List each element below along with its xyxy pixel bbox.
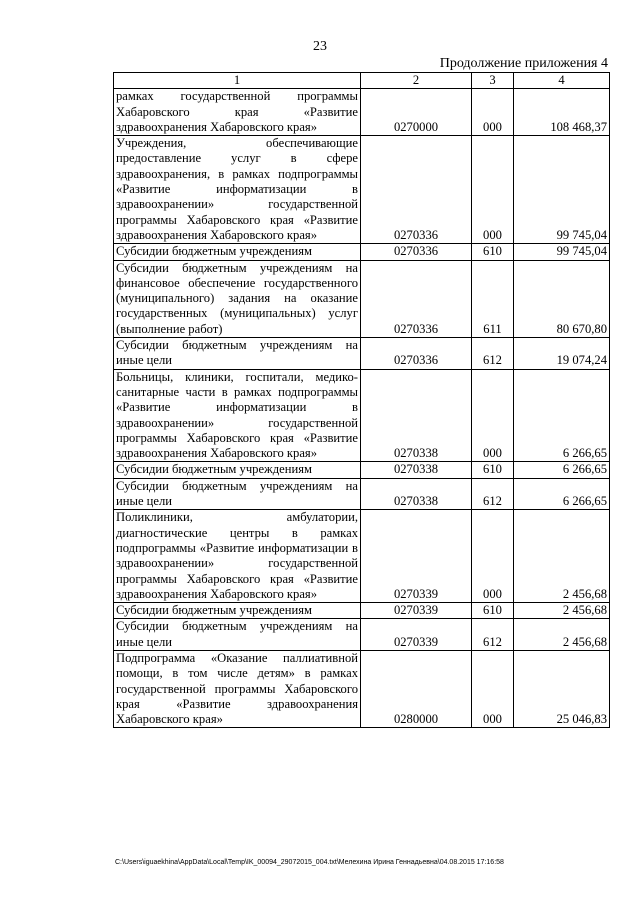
table-row <box>114 260 610 337</box>
header-col-2: 2 <box>361 73 472 89</box>
table-row <box>114 478 610 510</box>
row-target-code: 0270339 <box>361 619 472 651</box>
row-expense-type: 611 <box>472 260 514 337</box>
row-target-code: 0270338 <box>361 478 472 510</box>
row-description: Субсидии бюджетным учреждениям на иные цели <box>114 338 361 370</box>
row-target-code: 0270338 <box>361 462 472 478</box>
row-expense-type: 612 <box>472 619 514 651</box>
row-target-code: 0270339 <box>361 510 472 603</box>
row-amount: 2 456,68 <box>514 619 610 651</box>
table-row <box>114 244 610 260</box>
table-row <box>114 89 610 136</box>
row-expense-type: 610 <box>472 462 514 478</box>
table-row <box>114 603 610 619</box>
row-description: Субсидии бюджетным учреждениям на финансовое обеспечение государственного (муниципального) задания на оказание государственных (муниципальных) услуг (выполнение работ) <box>114 260 361 337</box>
row-amount: 19 074,24 <box>514 338 610 370</box>
row-expense-type: 000 <box>472 510 514 603</box>
row-description: Субсидии бюджетным учреждениям на иные цели <box>114 478 361 510</box>
row-amount: 99 745,04 <box>514 136 610 244</box>
row-expense-type: 000 <box>472 89 514 136</box>
row-expense-type: 000 <box>472 650 514 727</box>
row-target-code: 0270339 <box>361 603 472 619</box>
header-col-3: 3 <box>472 73 514 89</box>
row-expense-type: 610 <box>472 603 514 619</box>
row-description: Подпрограмма «Оказание паллиативной помощи, в том числе детям» в рамках государственной программы Хабаровского края «Развитие здравоохранения Хабаровского края» <box>114 650 361 727</box>
row-target-code: 0270336 <box>361 338 472 370</box>
row-description: Субсидии бюджетным учреждениям <box>114 244 361 260</box>
row-target-code: 0280000 <box>361 650 472 727</box>
row-description: Субсидии бюджетным учреждениям <box>114 603 361 619</box>
row-amount: 2 456,68 <box>514 510 610 603</box>
row-target-code: 0270000 <box>361 89 472 136</box>
row-expense-type: 612 <box>472 338 514 370</box>
table-row <box>114 650 610 727</box>
file-path-footer: C:\Users\iguaekhina\AppData\Local\Temp\IK_00094_29072015_004.txt\Мелехина Ирина Геннадьевна\04.08.2015 17:16:58 <box>115 859 504 866</box>
row-amount: 108 468,37 <box>514 89 610 136</box>
table-row <box>114 136 610 244</box>
row-description: Поликлиники, амбулатории, диагностические центры в рамках подпрограммы «Развитие информатизации в здравоохранении» государственной программы Хабаровского края «Развитие здравоохранения Хабаровского края» <box>114 510 361 603</box>
table-row <box>114 338 610 370</box>
row-expense-type: 610 <box>472 244 514 260</box>
row-amount: 80 670,80 <box>514 260 610 337</box>
table-row <box>114 369 610 462</box>
row-description: Больницы, клиники, госпитали, медико-санитарные части в рамках подпрограммы «Развитие информатизации в здравоохранении» государственной программы Хабаровского края «Развитие здравоохранения Хабаровского края» <box>114 369 361 462</box>
row-expense-type: 612 <box>472 478 514 510</box>
header-col-1: 1 <box>114 73 361 89</box>
row-description: Субсидии бюджетным учреждениям на иные цели <box>114 619 361 651</box>
row-expense-type: 000 <box>472 369 514 462</box>
budget-table <box>113 72 610 728</box>
row-target-code: 0270336 <box>361 260 472 337</box>
continuation-label: Продолжение приложения 4 <box>439 56 608 71</box>
row-target-code: 0270336 <box>361 136 472 244</box>
row-description: Субсидии бюджетным учреждениям <box>114 462 361 478</box>
table-row <box>114 462 610 478</box>
row-amount: 6 266,65 <box>514 369 610 462</box>
row-description: Учреждения, обеспечивающие предоставление услуг в сфере здравоохранения, в рамках подпрограммы «Развитие информатизации в здравоохранении» государственной программы Хабаровского края «Развитие здравоохранения Хабаровского края» <box>114 136 361 244</box>
header-row <box>114 73 610 89</box>
row-amount: 2 456,68 <box>514 603 610 619</box>
table-row <box>114 619 610 651</box>
row-expense-type: 000 <box>472 136 514 244</box>
row-amount: 6 266,65 <box>514 478 610 510</box>
row-amount: 99 745,04 <box>514 244 610 260</box>
table-row <box>114 510 610 603</box>
row-amount: 25 046,83 <box>514 650 610 727</box>
header-col-4: 4 <box>514 73 610 89</box>
row-target-code: 0270338 <box>361 369 472 462</box>
row-amount: 6 266,65 <box>514 462 610 478</box>
row-description: рамках государственной программы Хабаровского края «Развитие здравоохранения Хабаровского края» <box>114 89 361 136</box>
row-target-code: 0270336 <box>361 244 472 260</box>
page-number: 23 <box>313 39 327 54</box>
